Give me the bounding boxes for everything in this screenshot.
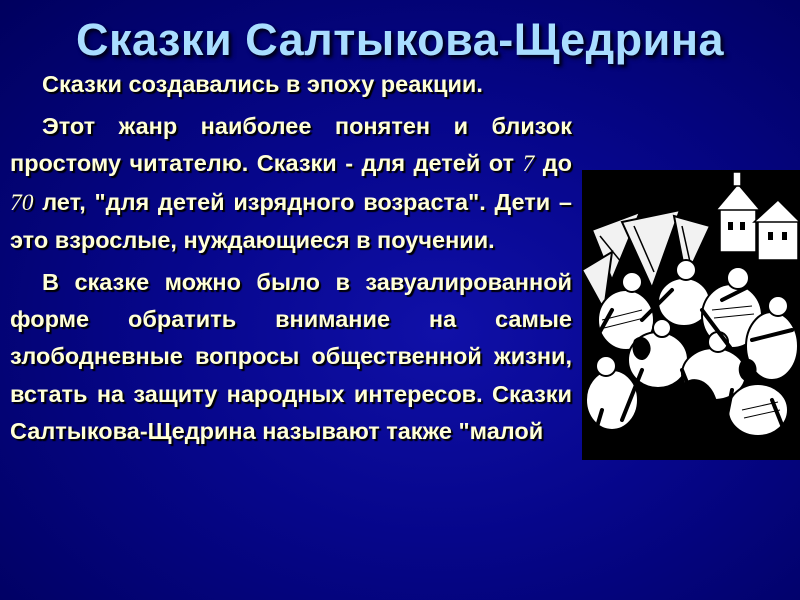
crowd-illustration-icon — [582, 170, 800, 460]
slide-title: Сказки Салтыкова-Щедрина — [75, 14, 725, 65]
paragraph-2-part-a: Этот жанр наиболее понятен и близок простому читателю. Сказки - для детей от — [10, 113, 572, 177]
body-text — [10, 66, 572, 455]
paragraph-2 — [10, 108, 572, 259]
age-to-number: 70 — [10, 189, 34, 216]
paragraph-2-part-c: лет, "для детей изрядного возраста". Дети – это взрослые, нуждающиеся в поучении. — [10, 188, 572, 253]
paragraph-1: Сказки создавались в эпоху реакции. — [42, 71, 483, 97]
paragraph-3: В сказке можно было в завуалированной форме обратить внимание на самые злободневные вопросы общественной жизни, встать на защиту народных интересов. Сказки Салтыкова-Щедрина называют также "малой — [10, 269, 572, 444]
crowd-illustration — [582, 170, 800, 460]
age-from-number: 7 — [522, 151, 535, 178]
paragraph-2-part-b: до — [534, 150, 572, 177]
